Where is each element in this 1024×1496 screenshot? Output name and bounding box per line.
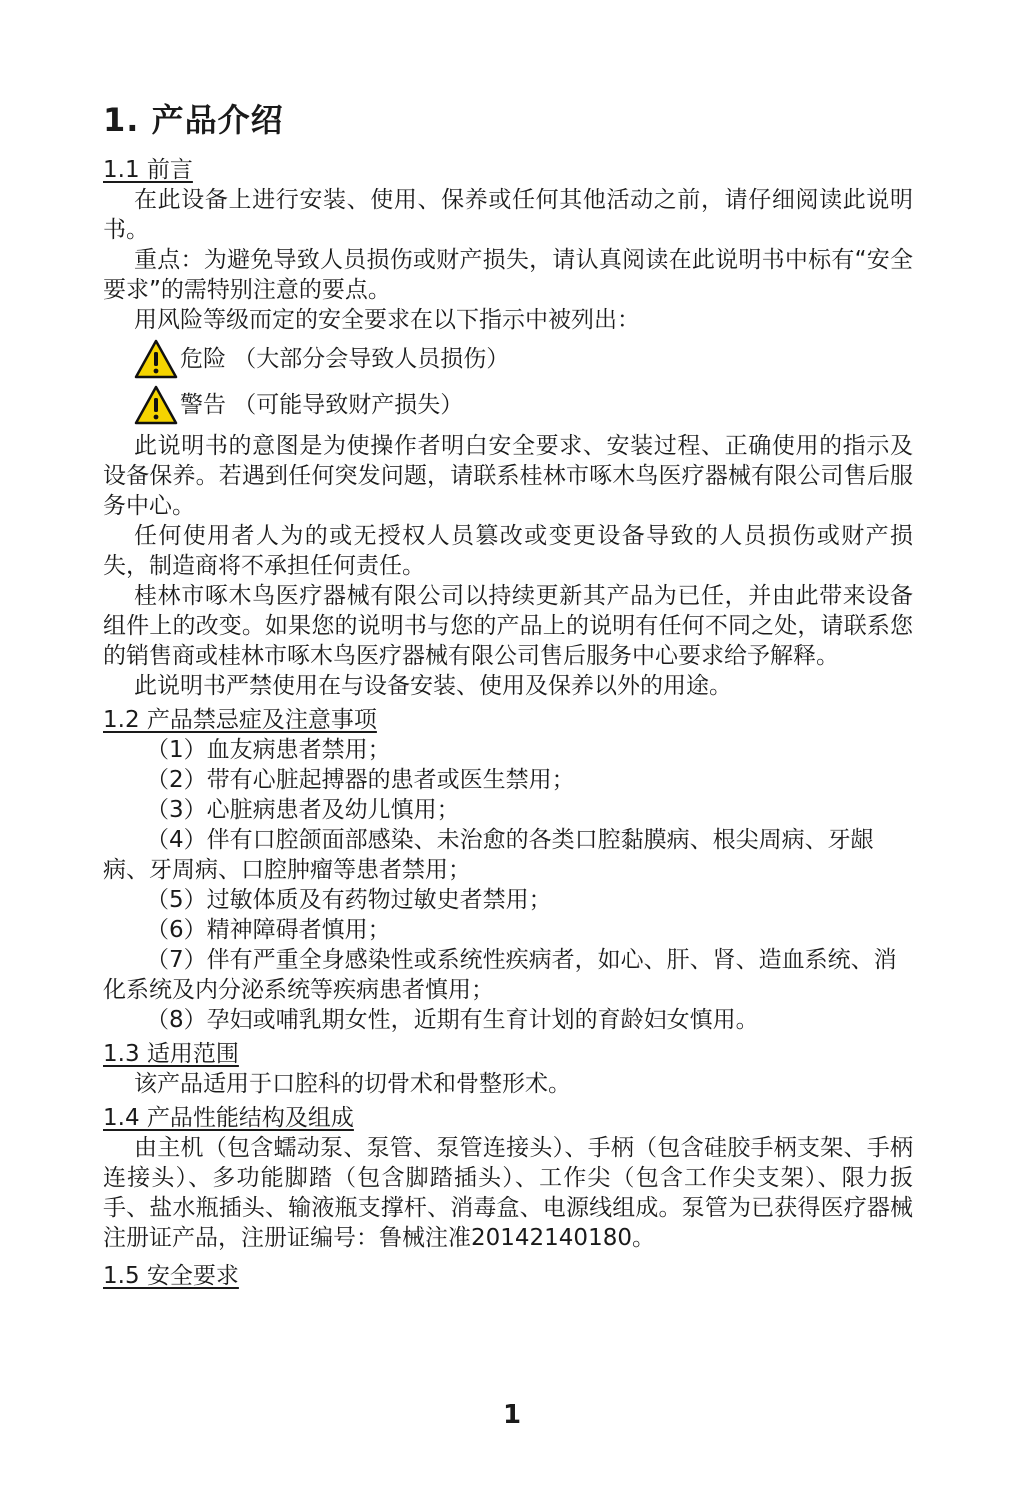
paragraph: 此说明书严禁使用在与设备安装、使用及保养以外的用途。 <box>134 673 732 699</box>
list-item: （7）伴有严重全身感染性或系统性疾病者，如心、肝、肾、造血系统、消化系统及内分泌系统等疾病患者慎用； <box>103 947 897 1003</box>
paragraph: 此说明书的意图是为使操作者明白安全要求、安装过程、正确使用的指示及设备保养。若遇到任何突发问题，请联系桂林市啄木鸟医疗器械有限公司售后服务中心。 <box>103 433 913 519</box>
paragraph: 任何使用者人为的或无授权人员篡改或变更设备导致的人员损伤或财产损失，制造商将不承担任何责任。 <box>103 523 913 579</box>
paragraph: 重点：为避免导致人员损伤或财产损失，请认真阅读在此说明书中标有“安全要求”的需特别注意的要点。 <box>103 247 913 303</box>
paragraph: 在此设备上进行安装、使用、保养或任何其他活动之前，请仔细阅读此说明书。 <box>103 187 913 243</box>
paragraph: 该产品适用于口腔科的切骨术和骨整形术。 <box>134 1071 571 1097</box>
list-item: （8）孕妇或哺乳期女性，近期有生育计划的育龄妇女慎用。 <box>146 1007 759 1033</box>
page-number: 1 <box>502 1400 522 1430</box>
document-page <box>103 95 913 1291</box>
warning-row <box>134 385 913 425</box>
list-item: （1）血友病患者禁用； <box>146 737 391 763</box>
list-item: （4）伴有口腔颌面部感染、未治愈的各类口腔黏膜病、根尖周病、牙龈病、牙周病、口腔肿瘤等患者禁用； <box>103 827 874 883</box>
warning-label: 警告 （可能导致财产损失） <box>180 392 464 418</box>
list-item: （6）精神障碍者慎用； <box>146 917 391 943</box>
paragraph: 桂林市啄木鸟医疗器械有限公司以持续更新其产品为已任，并由此带来设备组件上的改变。如果您的说明书与您的产品上的说明有任何不同之处，请联系您的销售商或桂林市啄木鸟医疗器械有限公司售后服务中心要求给予解释。 <box>103 583 913 669</box>
warning-triangle-icon <box>134 339 178 379</box>
section-heading-1-1: 1.1 前言 <box>103 157 193 183</box>
paragraph: 由主机（包含蠕动泵、泵管、泵管连接头）、手柄（包含硅胶手柄支架、手柄连接头）、多功能脚踏（包含脚踏插头）、工作尖（包含工作尖支架）、限力扳手、盐水瓶插头、输液瓶支撑杆、消毒盒、电源线组成。泵管为已获得医疗器械注册证产品，注册证编号：鲁械注准20142140180。 <box>103 1135 913 1251</box>
section-heading-1-4: 1.4 产品性能结构及组成 <box>103 1105 354 1131</box>
warning-triangle-icon <box>134 385 178 425</box>
list-item: （3）心脏病患者及幼儿慎用； <box>146 797 460 823</box>
danger-label: 危险 （大部分会导致人员损伤） <box>180 346 510 372</box>
list-item: （2）带有心脏起搏器的患者或医生禁用； <box>146 767 575 793</box>
danger-row <box>134 339 913 379</box>
paragraph: 用风险等级而定的安全要求在以下指示中被列出： <box>134 307 640 333</box>
section-heading-1-5: 1.5 安全要求 <box>103 1263 239 1289</box>
list-item: （5）过敏体质及有药物过敏史者禁用； <box>146 887 552 913</box>
page-title: 1. 产品介绍 <box>103 101 284 139</box>
section-heading-1-2: 1.2 产品禁忌症及注意事项 <box>103 707 377 733</box>
section-heading-1-3: 1.3 适用范围 <box>103 1041 239 1067</box>
